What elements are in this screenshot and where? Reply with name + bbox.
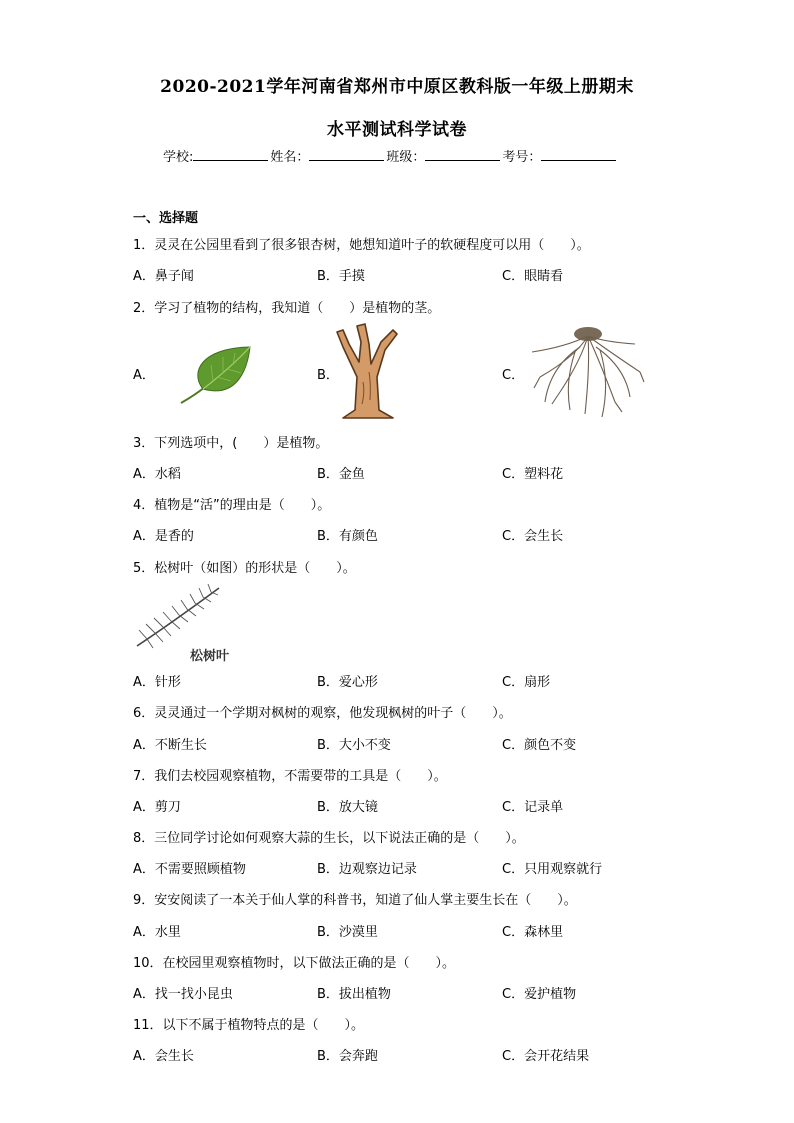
q2-option-b[interactable]: B． bbox=[317, 368, 339, 383]
q3-option-c[interactable]: C．塑料花 bbox=[502, 467, 564, 482]
exam-title-line1: 2020-2021学年河南省郑州市中原区教科版一年级上册期末 bbox=[160, 77, 634, 97]
question-9: 9．安安阅读了一本关于仙人掌的科普书，知道了仙人掌主要生长在（ ）。 bbox=[133, 893, 577, 908]
q8-option-c[interactable]: C．只用观察就行 bbox=[502, 862, 603, 877]
q6-option-b[interactable]: B．大小不变 bbox=[317, 738, 391, 753]
q4-option-b[interactable]: B．有颜色 bbox=[317, 529, 378, 544]
q3-option-b[interactable]: B．金鱼 bbox=[317, 467, 365, 482]
pine-needle-image bbox=[133, 582, 223, 652]
question-4: 4．植物是“活”的理由是（ ）。 bbox=[133, 498, 331, 513]
q6-option-c[interactable]: C．颜色不变 bbox=[502, 738, 577, 753]
q4-option-c[interactable]: C．会生长 bbox=[502, 529, 564, 544]
q10-option-a[interactable]: A．找一找小昆虫 bbox=[133, 987, 233, 1002]
q6-option-a[interactable]: A．不断生长 bbox=[133, 738, 207, 753]
name-label: 姓名： bbox=[270, 150, 310, 165]
question-2: 2．学习了植物的结构，我知道（ ）是植物的茎。 bbox=[133, 301, 441, 316]
question-6: 6．灵灵通过一个学期对枫树的观察，他发现枫树的叶子（ ）。 bbox=[133, 706, 512, 721]
question-1: 1．灵灵在公园里看到了很多银杏树，她想知道叶子的软硬程度可以用（ ）。 bbox=[133, 238, 590, 253]
exam-number-blank[interactable] bbox=[541, 148, 616, 161]
question-5: 5．松树叶（如图）的形状是（ ）。 bbox=[133, 561, 356, 576]
q4-option-a[interactable]: A．是香的 bbox=[133, 529, 194, 544]
q10-option-b[interactable]: B．拔出植物 bbox=[317, 987, 391, 1002]
question-8: 8．三位同学讨论如何观察大蒜的生长，以下说法正确的是（ ）。 bbox=[133, 831, 525, 846]
class-blank[interactable] bbox=[425, 148, 500, 161]
question-7: 7．我们去校园观察植物，不需要带的工具是（ ）。 bbox=[133, 769, 447, 784]
roots-image bbox=[530, 322, 645, 420]
q11-option-b[interactable]: B．会奔跑 bbox=[317, 1049, 378, 1064]
q5-option-c[interactable]: C．扇形 bbox=[502, 675, 551, 690]
q10-option-c[interactable]: C．爱护植物 bbox=[502, 987, 577, 1002]
q9-option-a[interactable]: A．水里 bbox=[133, 925, 181, 940]
question-11: 11．以下不属于植物特点的是（ ）。 bbox=[133, 1018, 365, 1033]
question-3: 3．下列选项中，( ）是植物。 bbox=[133, 436, 329, 451]
q9-option-b[interactable]: B．沙漠里 bbox=[317, 925, 378, 940]
question-10: 10．在校园里观察植物时，以下做法正确的是（ ）。 bbox=[133, 956, 456, 971]
section-heading-choice: 一、选择题 bbox=[133, 211, 199, 226]
q2-option-c[interactable]: C． bbox=[502, 368, 525, 383]
exam-title-line2: 水平测试科学试卷 bbox=[327, 120, 467, 140]
school-label: 学校: bbox=[163, 150, 194, 165]
q7-option-c[interactable]: C．记录单 bbox=[502, 800, 564, 815]
q1-option-c[interactable]: C．眼睛看 bbox=[502, 269, 564, 284]
q11-option-a[interactable]: A．会生长 bbox=[133, 1049, 194, 1064]
q5-option-a[interactable]: A．针形 bbox=[133, 675, 181, 690]
q8-option-a[interactable]: A．不需要照顾植物 bbox=[133, 862, 246, 877]
q1-option-a[interactable]: A．鼻子闻 bbox=[133, 269, 194, 284]
pine-needle-caption: 松树叶 bbox=[190, 649, 230, 664]
q8-option-b[interactable]: B．边观察边记录 bbox=[317, 862, 417, 877]
q5-option-b[interactable]: B．爱心形 bbox=[317, 675, 378, 690]
q2-option-a[interactable]: A． bbox=[133, 368, 155, 383]
school-blank[interactable] bbox=[193, 148, 268, 161]
q11-option-c[interactable]: C．会开花结果 bbox=[502, 1049, 590, 1064]
tree-trunk-image bbox=[335, 322, 400, 422]
q1-option-b[interactable]: B．手摸 bbox=[317, 269, 365, 284]
name-blank[interactable] bbox=[309, 148, 384, 161]
q7-option-b[interactable]: B．放大镜 bbox=[317, 800, 378, 815]
exam-number-label: 考号： bbox=[502, 150, 542, 165]
leaf-image bbox=[175, 343, 255, 408]
class-label: 班级： bbox=[386, 150, 426, 165]
student-info-row bbox=[163, 146, 618, 165]
q3-option-a[interactable]: A．水稻 bbox=[133, 467, 181, 482]
q9-option-c[interactable]: C．森林里 bbox=[502, 925, 564, 940]
q7-option-a[interactable]: A．剪刀 bbox=[133, 800, 181, 815]
